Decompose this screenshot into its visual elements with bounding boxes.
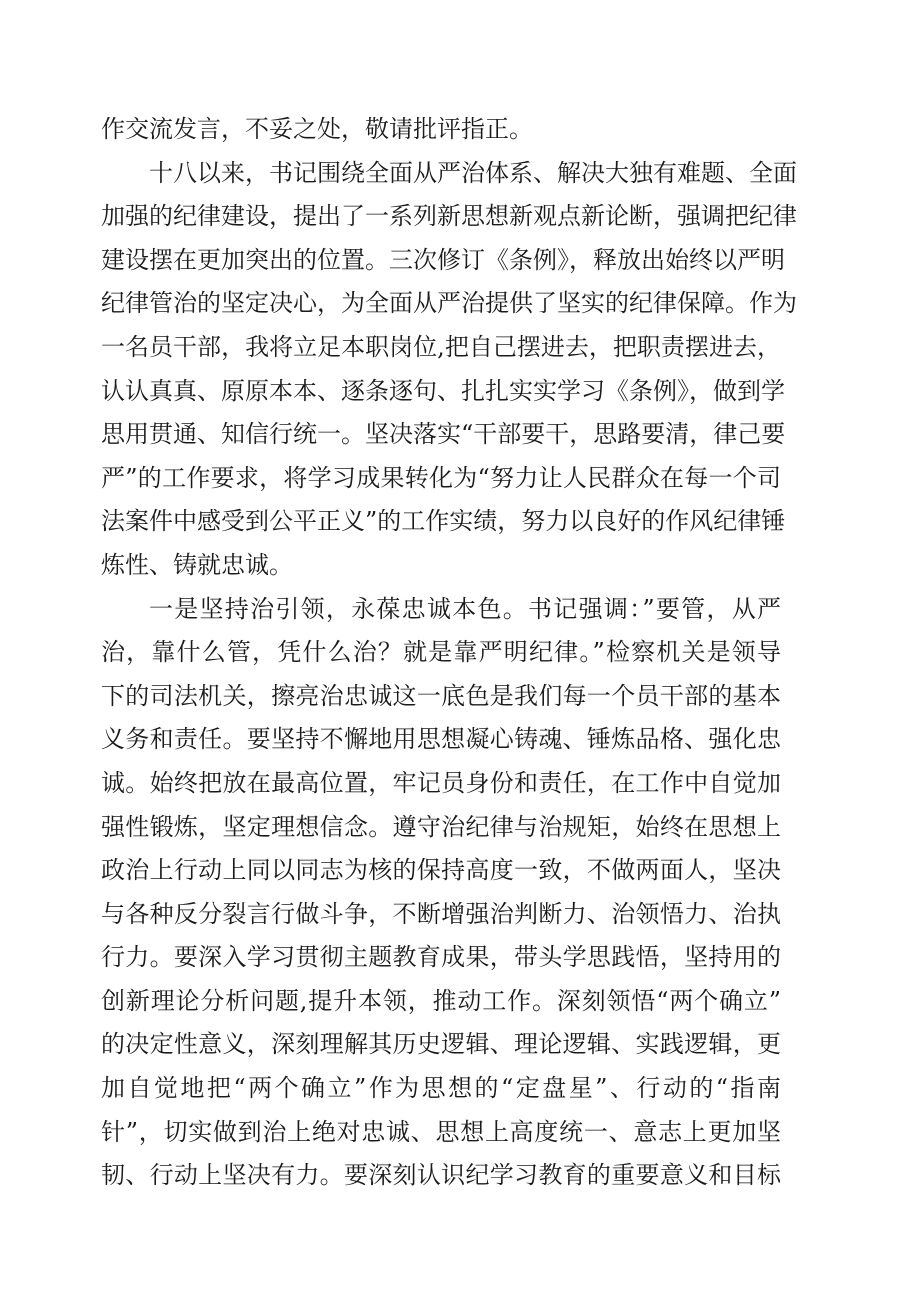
text-line: 建设摆在更加突出的位置。三次修订《条例》，释放出始终以严明 bbox=[101, 245, 785, 274]
text-line: 加自觉地把“两个确立”作为思想的“定盘星”、行动的“指南 bbox=[101, 1074, 781, 1103]
text-line: 严”的工作要求，将学习成果转化为“努力让人民群众在每一个司 bbox=[101, 463, 781, 492]
text-line: 一是坚持治引领，永葆忠诚本色。书记强调：”要管，从严 bbox=[149, 594, 781, 623]
text-line: 韧、行动上坚决有力。要深刻认识纪学习教育的重要意义和目标 bbox=[101, 1161, 781, 1190]
text-line: 加强的纪律建设，提出了一系列新思想新观点新论断，强调把纪律 bbox=[101, 202, 797, 231]
text-line: 炼性、铸就忠诚。 bbox=[101, 550, 293, 579]
text-line: 义务和责任。要坚持不懈地用思想凝心铸魂、锤炼品格、强化忠 bbox=[101, 725, 781, 754]
text-line: 十八以来，书记围绕全面从严治体系、解决大独有难题、全面 bbox=[149, 158, 797, 187]
document-body bbox=[101, 108, 797, 1198]
text-line: 一名员干部，我将立足本职岗位,把自己摆进去，把职责摆进去， bbox=[101, 332, 781, 361]
text-line: 思用贯通、知信行统一。坚决落实“干部要干，思路要清，律己要 bbox=[101, 420, 786, 449]
text-line: 强性锻炼，坚定理想信念。遵守治纪律与治规矩，始终在思想上 bbox=[101, 812, 781, 841]
text-line: 诚。始终把放在最高位置，牢记员身份和责任，在工作中自觉加 bbox=[101, 768, 781, 797]
text-line: 政治上行动上同以同志为核的保持高度一致，不做两面人，坚决 bbox=[101, 856, 781, 885]
text-line: 的决定性意义，深刻理解其历史逻辑、理论逻辑、实践逻辑，更 bbox=[101, 1030, 781, 1059]
text-line: 与各种反分裂言行做斗争，不断增强治判断力、治领悟力、治执 bbox=[101, 899, 781, 928]
text-line: 治，靠什么管，凭什么治？就是靠严明纪律。”检察机关是领导 bbox=[101, 638, 781, 667]
text-line: 行力。要深入学习贯彻主题教育成果，带头学思践悟，坚持用的 bbox=[101, 943, 781, 972]
text-line: 下的司法机关，擦亮治忠诚这一底色是我们每一个员干部的基本 bbox=[101, 681, 781, 710]
text-line: 作交流发言，不妥之处，敬请批评指正。 bbox=[101, 115, 533, 143]
text-line: 法案件中感受到公平正义”的工作实绩，努力以良好的作风纪律锤 bbox=[101, 507, 786, 536]
text-line: 认认真真、原原本本、逐条逐句、扎扎实实学习《条例》，做到学 bbox=[101, 376, 785, 405]
text-line: 纪律管治的坚定决心，为全面从严治提供了坚实的纪律保障。作为 bbox=[101, 289, 797, 318]
text-line: 针”，切实做到治上绝对忠诚、思想上高度统一、意志上更加坚 bbox=[101, 1117, 781, 1146]
text-line: 创新理论分析问题,提升本领，推动工作。深刻领悟“两个确立” bbox=[101, 986, 781, 1015]
